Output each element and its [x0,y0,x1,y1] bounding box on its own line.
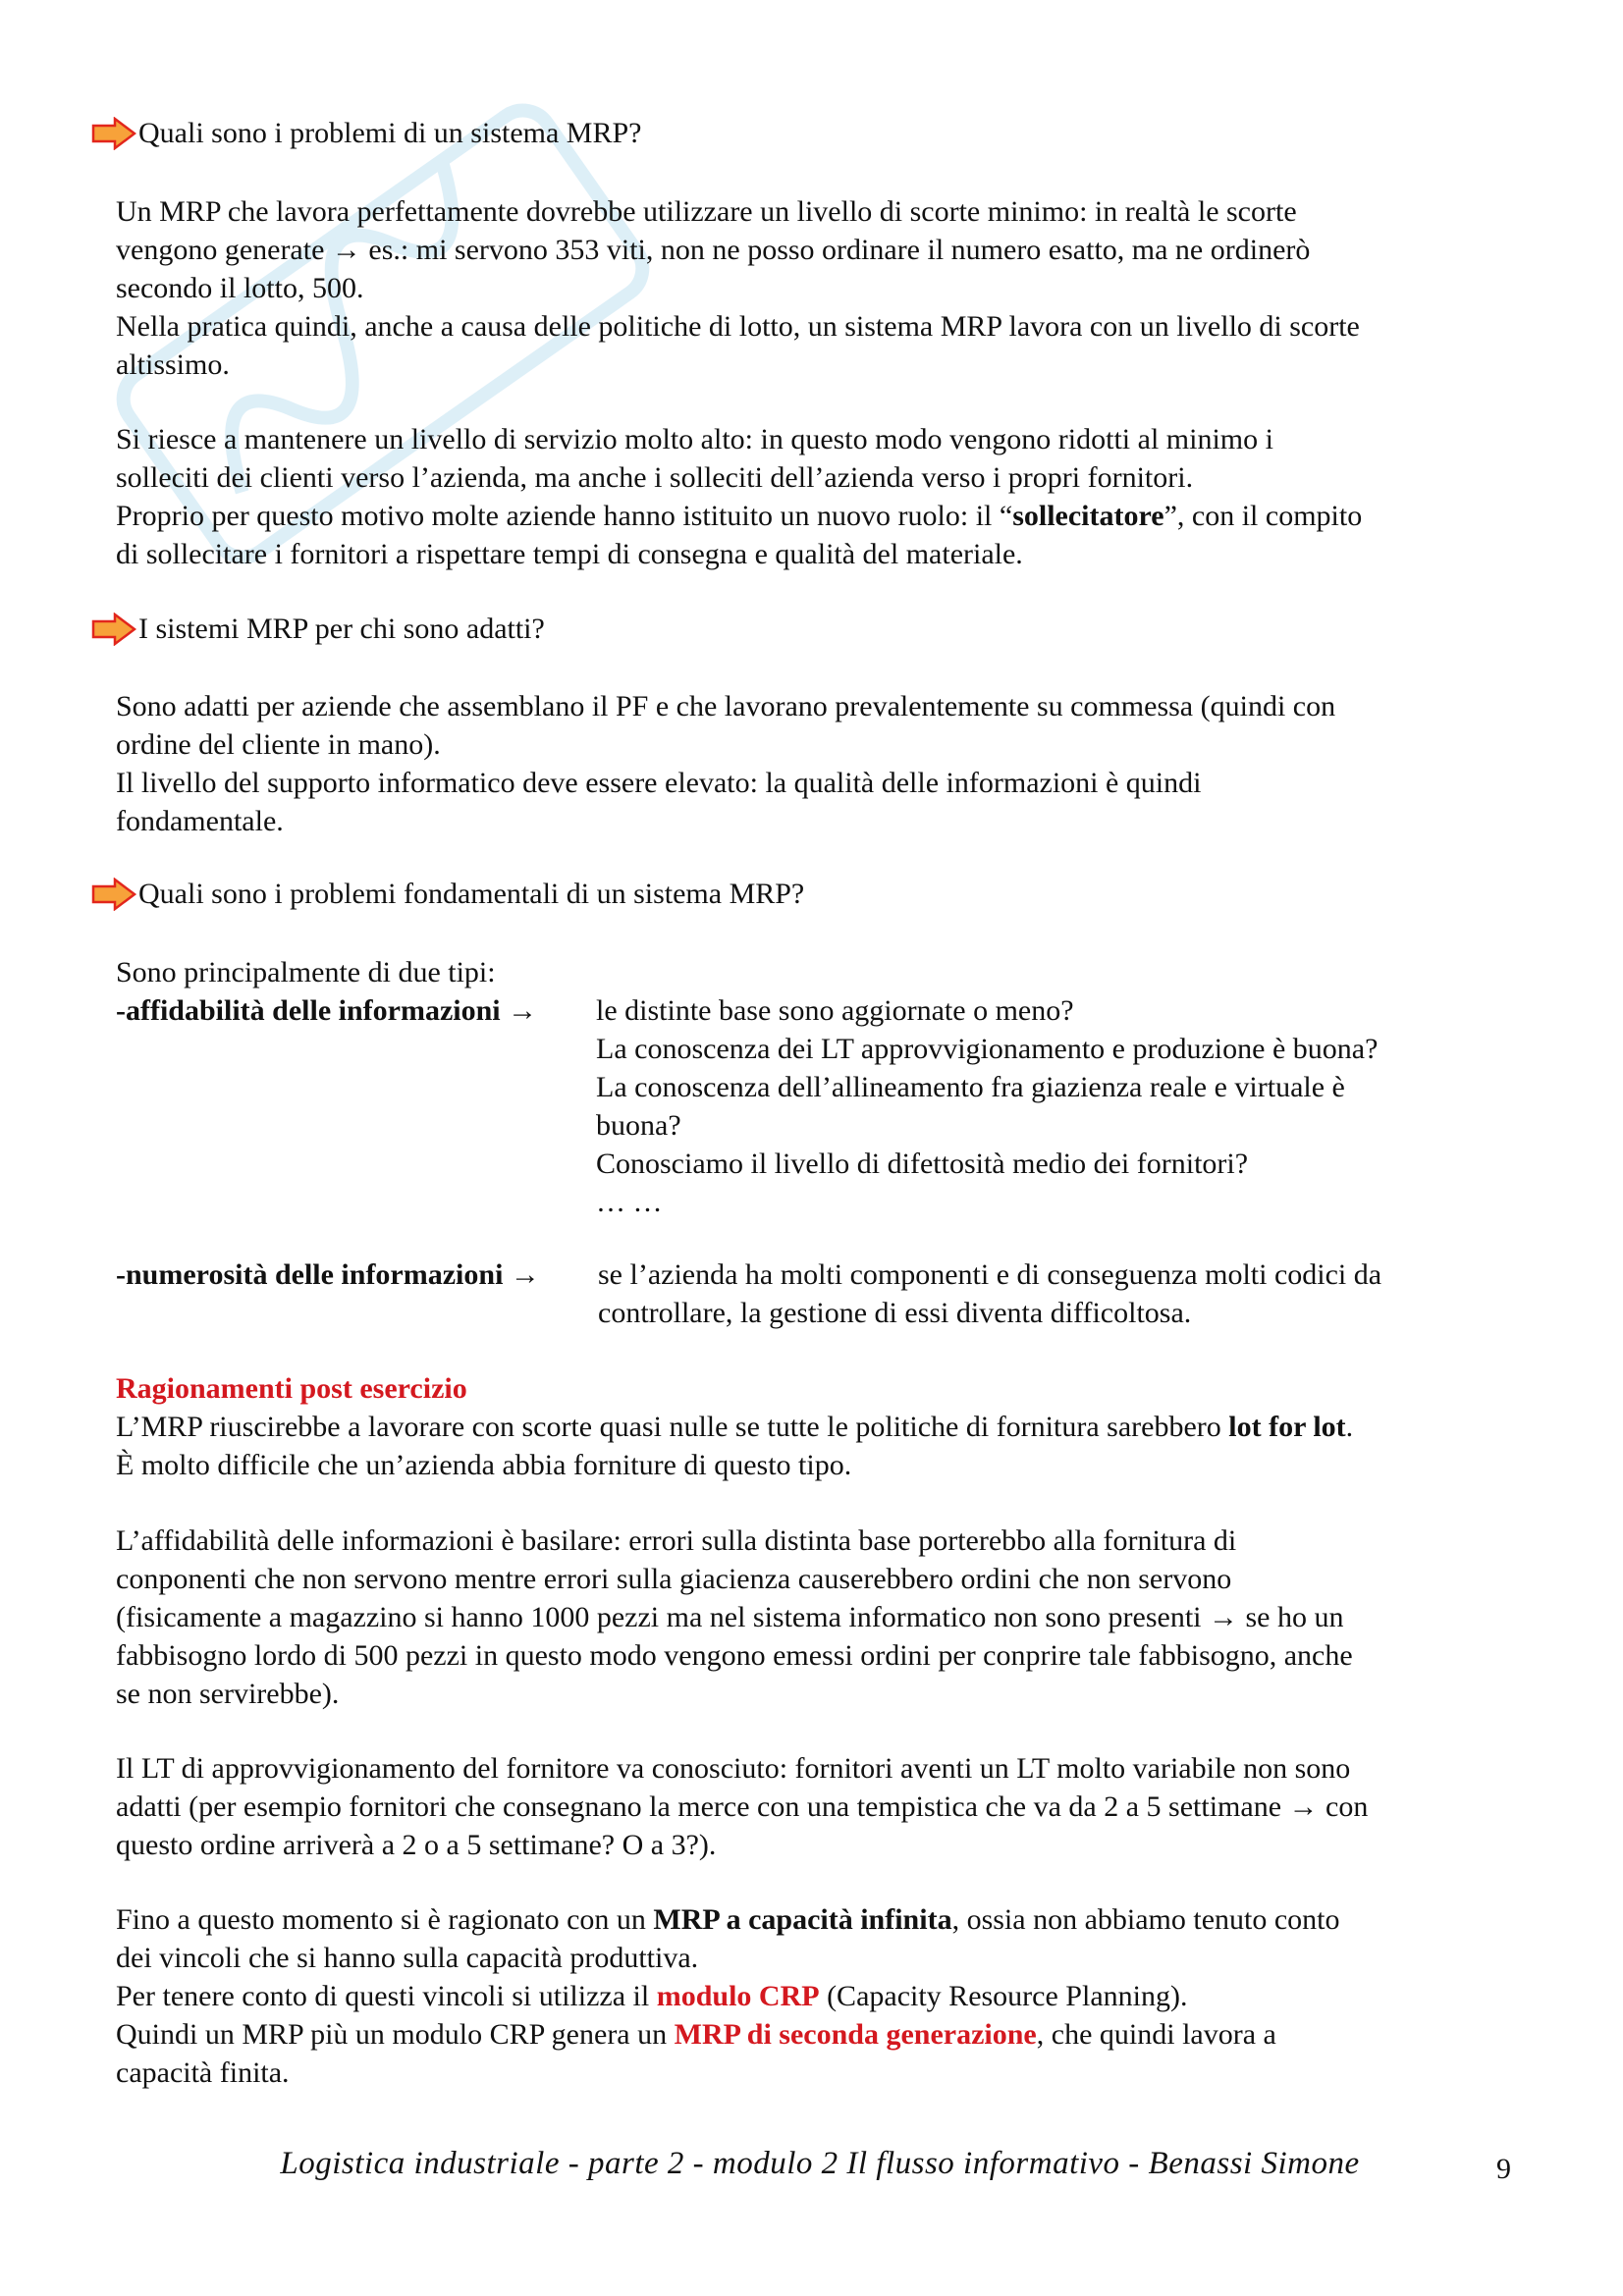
text-line: La conoscenza dell’allineamento fra giazienza reale e virtuale è [596,1071,1345,1103]
question-problemi-fondamentali [91,875,804,913]
item-label-numerosita: -numerosità delle informazioni → [116,1258,540,1291]
question-problems-mrp [91,114,641,152]
post-section [116,1369,1530,1484]
text-line: vengono generate → es.: mi servono 353 viti, non ne posso ordinare il numero esatto, ma ne ordinerò [116,234,1311,266]
text-line: solleciti dei clienti verso l’azienda, ma anche i solleciti dell’azienda verso i propri fornitori. [116,461,1194,494]
text-line: questo ordine arriverà a 2 o a 5 settimane? O a 3?). [116,1829,717,1861]
text-line: controllare, la gestione di essi diventa difficoltosa. [598,1297,1192,1329]
text-line: altissimo. [116,348,230,381]
text-line: dei vincoli che si hanno sulla capacità produttiva. [116,1942,699,1974]
question-text: I sistemi MRP per chi sono adatti? [138,613,545,645]
text-line: Un MRP che lavora perfettamente dovrebbe utilizzare un livello di scorte minimo: in realtà le scorte [116,195,1297,228]
question-adatti [91,610,545,648]
text-line: L’MRP riuscirebbe a lavorare con scorte quasi nulle se tutte le politiche di fornitura sarebbero lot for lot. [116,1411,1354,1443]
term-mrp-seconda-generazione: MRP di seconda generazione [674,2018,1037,2051]
item-detail-numerosita [598,1255,1381,1332]
text-line: buona? [596,1109,681,1142]
term-mrp-capacita-infinita: MRP a capacità infinita [653,1903,952,1936]
text-line: Sono adatti per aziende che assemblano il PF e che lavorano prevalentemente su commessa (quindi con [116,690,1336,722]
text-line: adatti (per esempio fornitori che consegnano la merce con una tempistica che va da 2 a 5 settimane → con [116,1790,1369,1823]
text-line: capacità finita. [116,2056,290,2089]
text-line: le distinte base sono aggiornate o meno? [596,994,1074,1027]
arrow-right-icon [91,613,136,646]
post-heading: Ragionamenti post esercizio [116,1372,467,1405]
text-line: L’affidabilità delle informazioni è basilare: errori sulla distinta base porterebbo alla fornitura di [116,1524,1237,1557]
question-text: Quali sono i problemi fondamentali di un sistema MRP? [138,878,805,910]
text-line: Nella pratica quindi, anche a causa delle politiche di lotto, un sistema MRP lavora con un livello di scorte [116,310,1360,343]
text-line: ordine del cliente in mano). [116,728,441,761]
arrow-right-icon [91,878,136,911]
arrow-right-icon [91,117,136,150]
text-line: Quindi un MRP più un modulo CRP genera un MRP di seconda generazione, che quindi lavora a [116,2018,1276,2051]
paragraph-affidabilita [116,1522,1530,1713]
text-line: secondo il lotto, 500. [116,272,364,304]
text-line: di sollecitare i fornitori a rispettare tempi di consegna e qualità del materiale. [116,538,1023,570]
text-line: Il LT di approvvigionamento del fornitore va conosciuto: fornitori aventi un LT molto variabile non sono [116,1752,1351,1785]
item-detail-affidabilita [596,991,1378,1221]
term-modulo-crp: modulo CRP [656,1980,820,2012]
text-line: La conoscenza dei LT approvvigionamento e produzione è buona? [596,1033,1379,1065]
paragraph-capacita [116,1900,1530,2092]
text-line: fondamentale. [116,805,284,837]
text-line: Fino a questo momento si è ragionato con un MRP a capacità infinita, ossia non abbiamo tenuto conto [116,1903,1340,1936]
text-line: (fisicamente a magazzino si hanno 1000 pezzi ma nel sistema informatico non sono presenti → se ho un [116,1601,1344,1633]
text-line: se l’azienda ha molti componenti e di conseguenza molti codici da [598,1258,1382,1291]
paragraph-servizio [116,420,1530,573]
text-line: … … [596,1186,663,1218]
intro-text: Sono principalmente di due tipi: [116,956,496,988]
text-line: Per tenere conto di questi vincoli si utilizza il modulo CRP (Capacity Resource Planning). [116,1980,1188,2012]
term-lot-for-lot: lot for lot [1228,1411,1346,1443]
text-line: Il livello del supporto informatico deve essere elevato: la qualità delle informazioni è quindi [116,767,1202,799]
text-line: conponenti che non servono mentre errori sulla giacienza causerebbero ordini che non servono [116,1563,1232,1595]
question-text: Quali sono i problemi di un sistema MRP? [138,117,642,149]
paragraph-lt [116,1749,1530,1864]
page-footer: Logistica industriale - parte 2 - modulo 2 Il flusso informativo - Benassi Simone [280,2146,1360,2181]
text-line: Si riesce a mantenere un livello di servizio molto alto: in questo modo vengono ridotti al minimo i [116,423,1273,455]
term-sollecitatore: sollecitatore [1012,500,1164,532]
page-number: 9 [1496,2153,1511,2185]
paragraph-adatti [116,687,1530,840]
paragraph-scorte [116,192,1530,384]
item-label-affidabilita: -affidabilità delle informazioni → [116,994,538,1027]
text-line: Conosciamo il livello di difettosità medio dei fornitori? [596,1148,1249,1180]
text-line: fabbisogno lordo di 500 pezzi in questo modo vengono emessi ordini per conprire tale fabbisogno, anche [116,1639,1353,1672]
text-line: È molto difficile che un’azienda abbia forniture di questo tipo. [116,1449,852,1481]
text-line: se non servirebbe). [116,1678,340,1710]
text-line: Proprio per questo motivo molte aziende hanno istituito un nuovo ruolo: il “sollecitatore”, con il compito [116,500,1363,532]
